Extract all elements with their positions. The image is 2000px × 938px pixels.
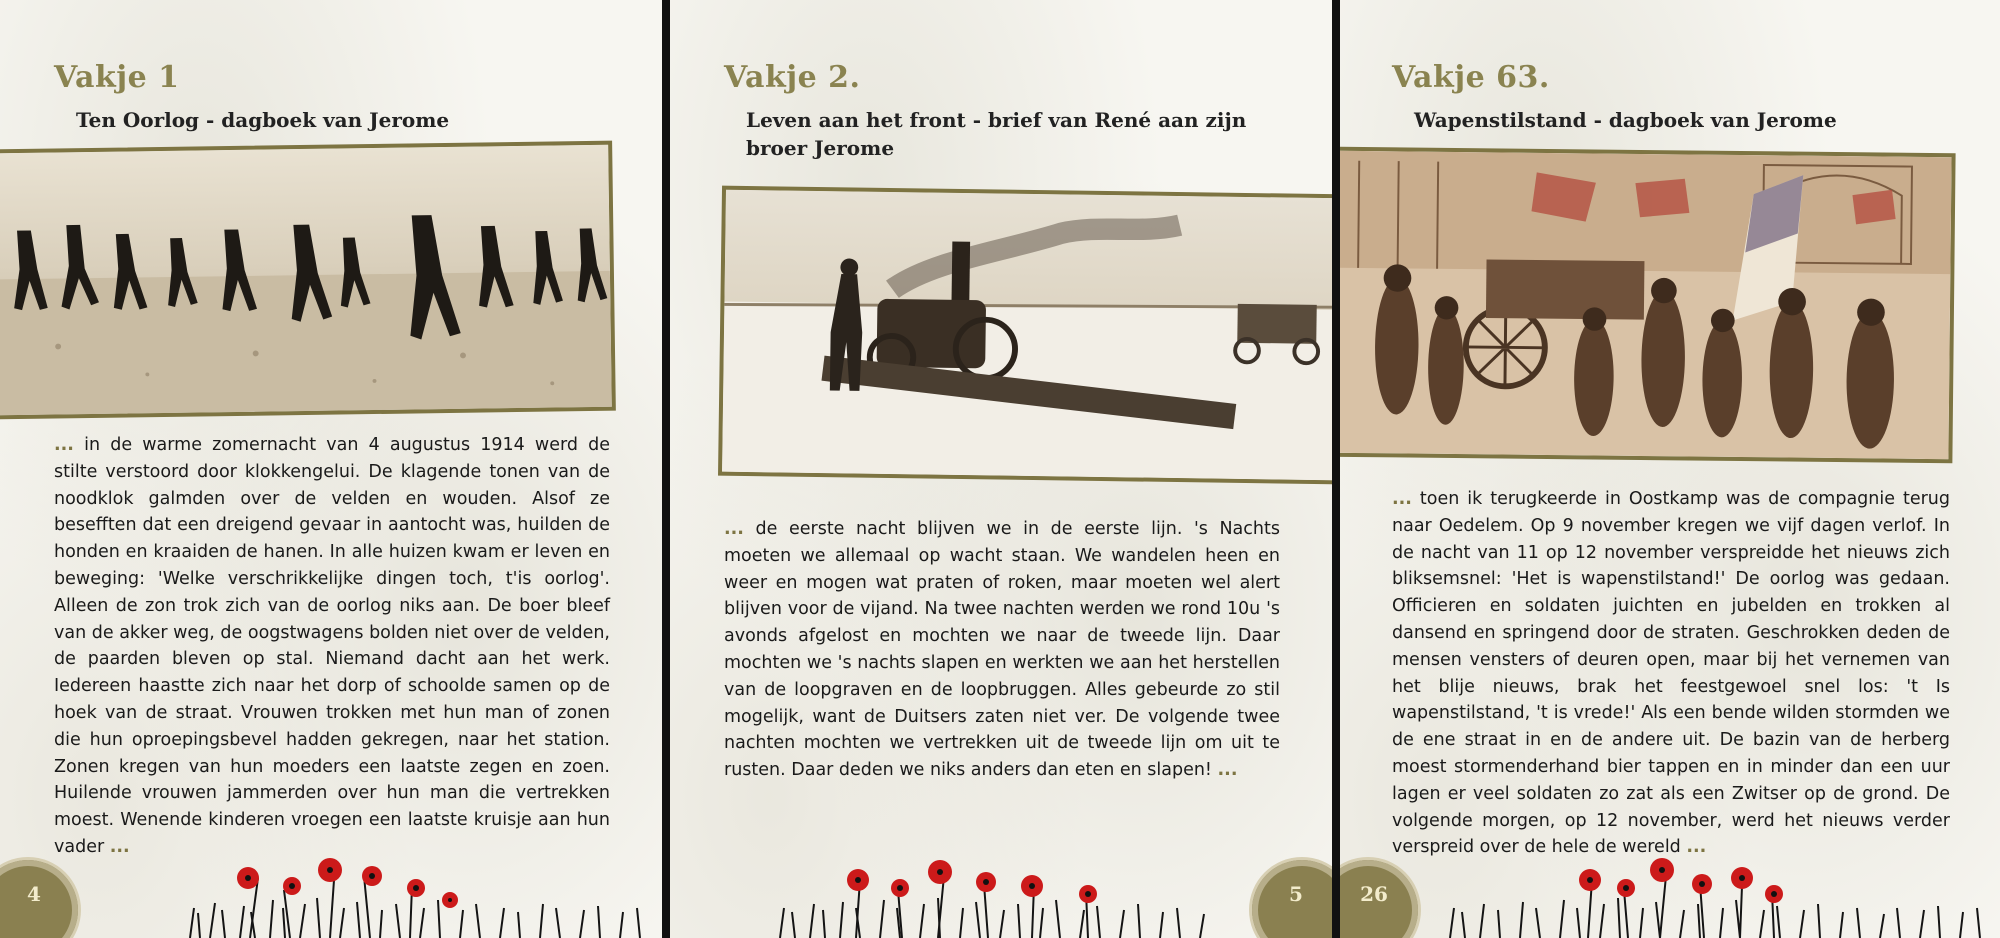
page-number-badge [1340, 860, 1418, 938]
page-number-badge [1252, 860, 1332, 938]
page-footer [1340, 843, 2000, 938]
poppy-field-illustration [180, 848, 660, 938]
ellipsis-lead: ... [1392, 489, 1412, 509]
ellipsis-tail: ... [1686, 837, 1707, 858]
field-kitchen-snow-photo [718, 186, 1332, 485]
page-vakje-63 [1340, 0, 2000, 938]
page-number-badge [0, 860, 78, 938]
diary-text [54, 432, 610, 861]
page-subtitle: Ten Oorlog - dagboek van Jerome [76, 108, 450, 132]
page-number: 5 [1289, 882, 1303, 906]
page-subtitle-line-1: Leven aan het front - brief van René aan zijn [746, 108, 1247, 132]
letter-text [724, 516, 1280, 784]
soldiers-charging-photo [0, 141, 616, 420]
ellipsis-lead: ... [724, 519, 744, 539]
diary-text-body: in de warme zomernacht van 4 augustus 1914 werd de stilte verstoord door klokkengelui. De klagende tonen van de noodklok galmden over de velden en wouden. Alsof ze besefften dat een dreigend gevaar in aantocht was, huilden de honden en kraaiden de hanen. In alle huizen kwam er leven en beweging: 'Welke verschrikkelijke dingen toch, t'is oorlog'. Alleen de zon trok zich van de oorlog niks aan. De boer bleef van de akker weg, de oogstwagens bolden niet over de velden, de paarden bleven op stal. Niemand dacht aan het werk. Iedereen haastte zich naar het dorp of schoolde samen op de hoek van de straat. Vrouwen trokken met hun man of zonen die hun oproepingsbevel hadden gekregen, naar het station. Zonen kregen van hun moeders een laatste zegen en zoen. Huilende vrouwen jammerden over hun man die vertrekken moest. Wenende kinderen vroegen een laatste kruisje aan hun vader [54, 435, 610, 857]
ellipsis-tail: ... [1217, 760, 1238, 781]
page-subtitle [746, 106, 1246, 162]
letter-text-body: de eerste nacht blijven we in de eerste lijn. 's Nachts moeten we allemaal op wacht staan. We wandelen heen en weer en mogen wat praten of roken, maar moeten wel alert blijven voor de vijand. Na twee nachten werden we rond 10u 's avonds afgelost en mochten we naar de tweede lijn. Daar mochten we 's nachts slapen en werkten we aan het herstellen van de loopgraven en de loopbruggen. Alles gebeurde zo stil mogelijk, want de Duitsers zaten niet ver. De volgende twee nachten mochten we vertrekken uit de tweede lijn om uit te rusten. Daar deden we niks anders dan eten en slapen! [724, 519, 1280, 781]
vakje-heading: Vakje 2. [724, 60, 861, 95]
page-vakje-2 [670, 0, 1332, 938]
poppy-field-illustration [1440, 848, 2000, 938]
page-subtitle-line-2: broer Jerome [746, 136, 895, 160]
diary-text-body: toen ik terugkeerde in Oostkamp was de compagnie terug naar Oedelem. Op 9 november kregen we vijf dagen verlof. In de nacht van 11 op 12 november verspreidde het nieuws zich bliksemsnel: 'Het is wapenstilstand!' De oorlog was gedaan. Officieren en soldaten juichten en jubelden en trokken al dansend en springend door de straten. Geschrokken deden de mensen vensters of deuren open, maar bij het vernemen van het blije nieuws, brak het feestgewoel snel los: 't Is wapenstilstand, 't is vrede!' Als een bende wilden stormden we de ene straat in en de andere uit. De bazin van de herberg moest stormenderhand bier tappen en in minder dan een uur lagen er veel soldaten zo zat als een Zwitser op de grond. De volgende morgen, op 12 november, werd het nieuws verder verspreid over de hele de wereld [1392, 489, 1950, 858]
page-vakje-1 [0, 0, 662, 938]
armistice-celebration-illustration [1340, 147, 1956, 463]
page-number: 4 [27, 882, 41, 906]
page-footer [0, 843, 662, 938]
poppy-field-illustration [770, 848, 1210, 938]
page-subtitle: Wapenstilstand - dagboek van Jerome [1414, 108, 1837, 132]
page-footer [670, 843, 1332, 938]
ellipsis-lead: ... [54, 435, 74, 455]
ellipsis-tail: ... [109, 836, 130, 857]
vakje-heading: Vakje 1 [54, 60, 180, 95]
page-number: 26 [1360, 882, 1388, 906]
vakje-heading: Vakje 63. [1392, 60, 1550, 95]
diary-text [1392, 486, 1950, 861]
poppy-flowers [237, 858, 458, 908]
